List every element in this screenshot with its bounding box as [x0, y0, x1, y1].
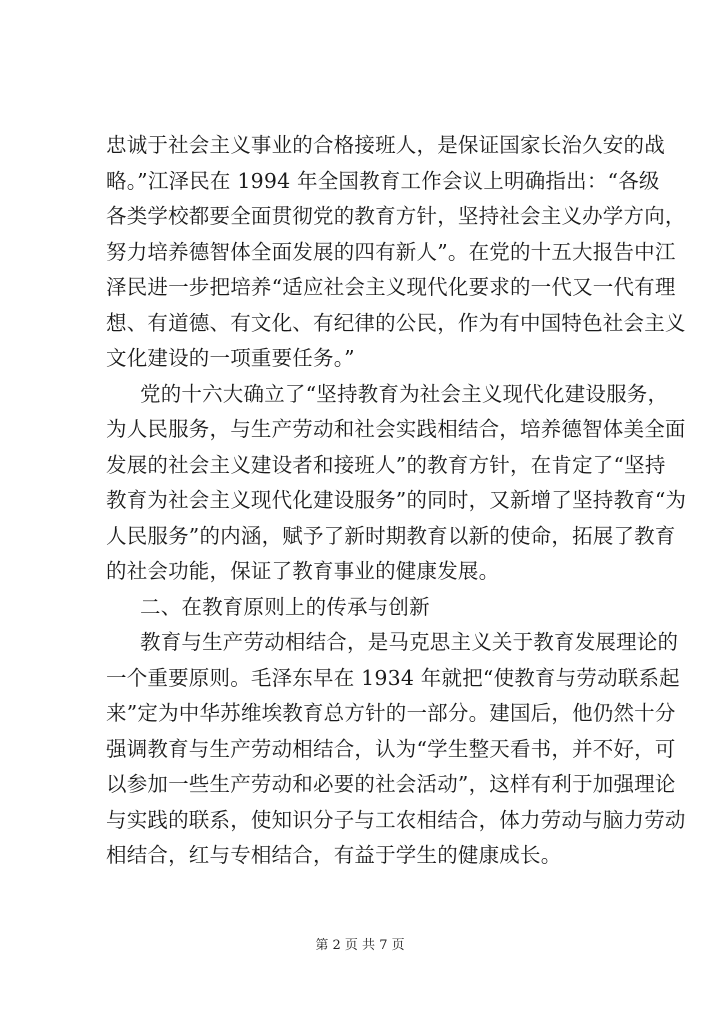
- text-line: 文化建设的一项重要任务。”: [106, 346, 355, 370]
- text-line: 与实践的联系，使知识分子与工农相结合，体力劳动与脑力劳动: [106, 807, 686, 832]
- text-line: 相结合，红与专相结合，有益于学生的健康成长。: [106, 843, 562, 867]
- text-line: 发展的社会主义建设者和接班人”的教育方针，在肯定了“坚持: [106, 452, 666, 477]
- text-line: 略。”江泽民在 1994 年全国教育工作会议上明确指出：“各级: [106, 168, 660, 193]
- text-line: 各类学校都要全面贯彻党的教育方针，坚持社会主义办学方向，: [106, 204, 686, 228]
- document-body: [106, 128, 687, 874]
- text-line: 一个重要原则。毛泽东早在 1934 年就把“使教育与劳动联系起: [106, 665, 680, 690]
- paragraph-start-line: 教育与生产劳动相结合，是马克思主义关于教育发展理论的: [140, 630, 679, 654]
- text-line: 努力培养德智体全面发展的四有新人”。在党的十五大报告中江: [106, 239, 676, 264]
- text-line: 人民服务”的内涵，赋予了新时期教育以新的使命，拓展了教育: [106, 523, 676, 548]
- text-line: 教育为社会主义现代化建设服务”的同时，又新增了坚持教育“为: [106, 488, 687, 512]
- text-line: 的社会功能，保证了教育事业的健康发展。: [106, 559, 500, 583]
- text-line: 泽民进一步把培养“适应社会主义现代化要求的一代又一代有理: [106, 275, 676, 299]
- text-line: 以参加一些生产劳动和必要的社会活动”，这样有利于加强理论: [106, 772, 676, 796]
- section-heading: 二、在教育原则上的传承与创新: [140, 594, 430, 619]
- text-line: 来”定为中华苏维埃教育总方针的一部分。建国后，他仍然十分: [106, 701, 676, 725]
- text-line: 想、有道德、有文化、有纪律的公民，作为有中国特色社会主义: [106, 310, 686, 335]
- text-line: 为人民服务，与生产劳动和社会实践相结合，培养德智体美全面: [106, 417, 686, 441]
- page-number-footer: 第 2 页 共 7 页: [315, 938, 405, 953]
- paragraph-start-line: 党的十六大确立了“坚持教育为社会主义现代化建设服务，: [140, 381, 669, 406]
- text-line: 强调教育与生产劳动相结合，认为“学生整天看书，并不好，可: [106, 736, 676, 761]
- text-line: 忠诚于社会主义事业的合格接班人，是保证国家长治久安的战: [106, 133, 665, 157]
